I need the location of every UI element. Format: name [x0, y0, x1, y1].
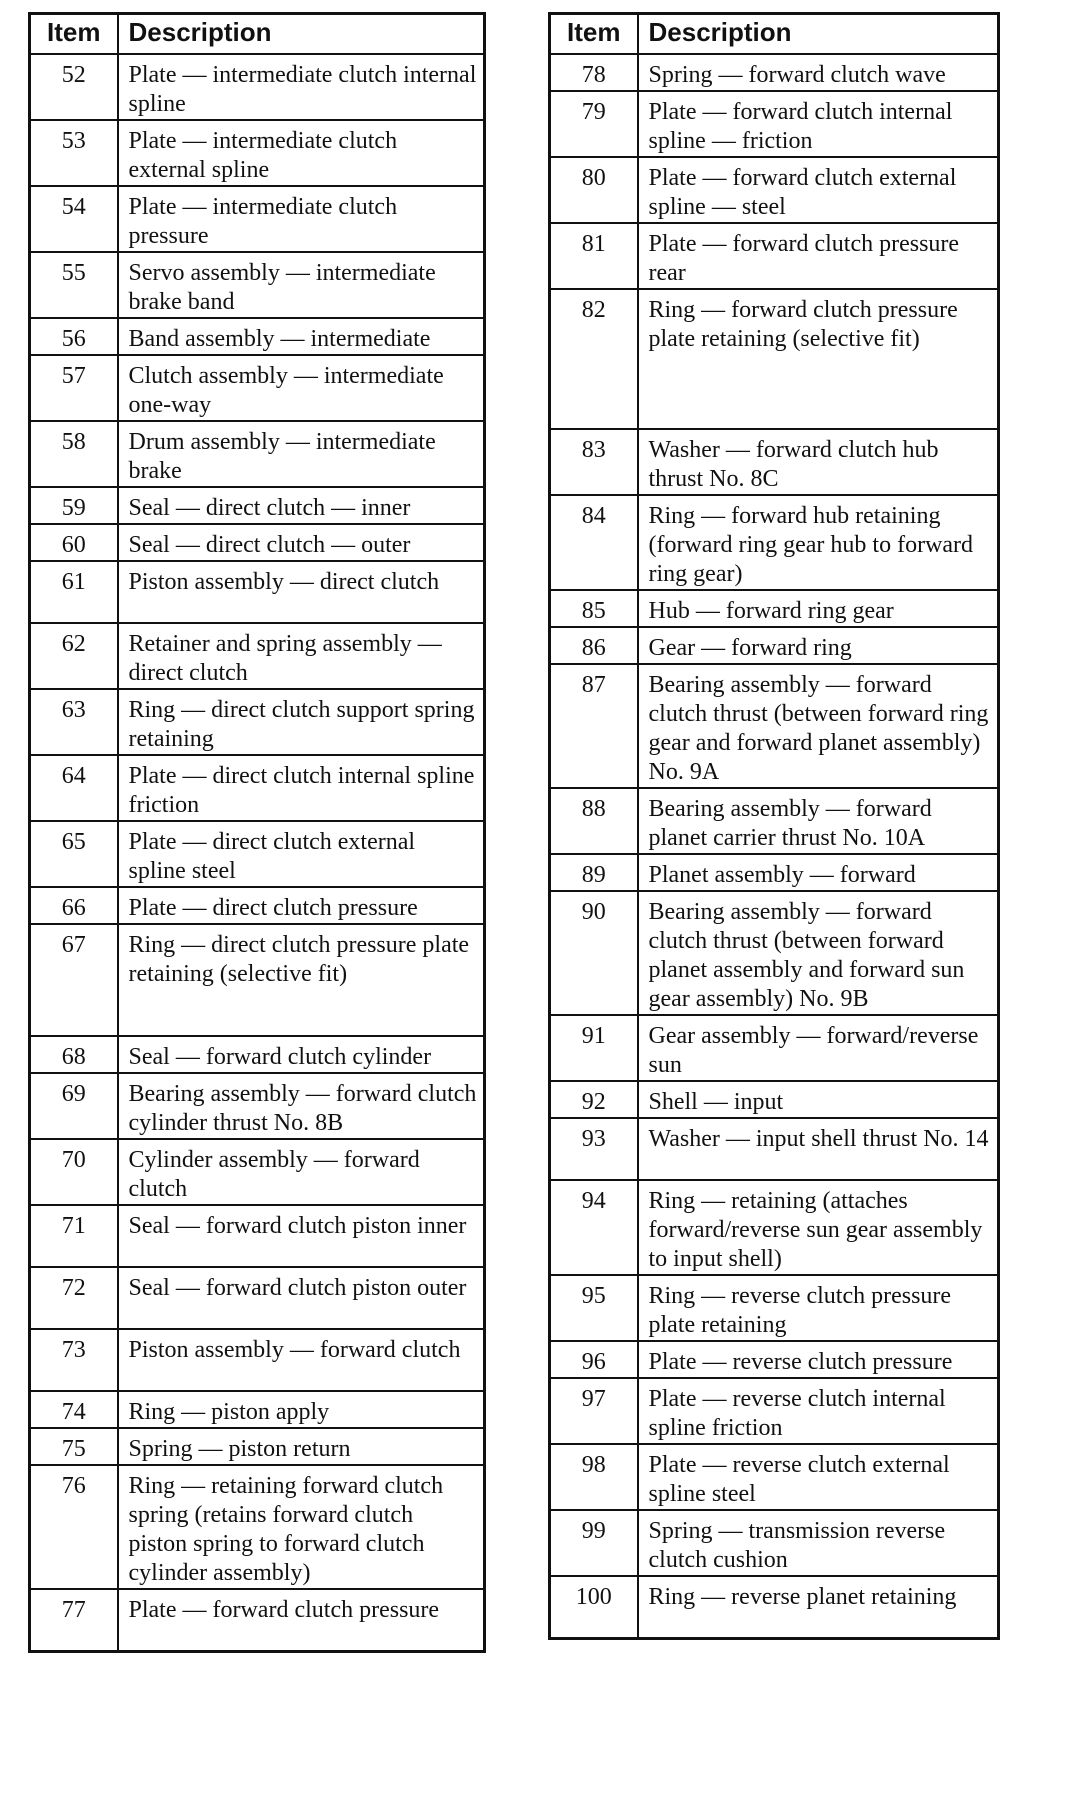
table-row — [550, 788, 999, 854]
item-column-header: Item — [550, 14, 638, 55]
table-row — [30, 1139, 485, 1205]
description-column-header: Description — [638, 14, 999, 55]
item-description: Gear assembly — forward/reverse sun — [638, 1015, 999, 1081]
item-number: 93 — [550, 1118, 638, 1180]
item-number: 82 — [550, 289, 638, 429]
item-description: Spring — piston return — [118, 1428, 485, 1465]
table-header-row — [550, 14, 999, 55]
item-description: Plate — direct clutch internal spline friction — [118, 755, 485, 821]
item-description: Seal — forward clutch cylinder — [118, 1036, 485, 1073]
table-row — [30, 1205, 485, 1267]
table-row — [30, 1073, 485, 1139]
item-description: Piston assembly — direct clutch — [118, 561, 485, 623]
table-row — [550, 1081, 999, 1118]
table-row — [30, 120, 485, 186]
item-description: Plate — direct clutch pressure — [118, 887, 485, 924]
table-row — [30, 1329, 485, 1391]
item-description: Ring — direct clutch pressure plate retaining (selective fit) — [118, 924, 485, 1036]
item-number: 63 — [30, 689, 118, 755]
item-number: 87 — [550, 664, 638, 788]
item-description: Plate — reverse clutch internal spline friction — [638, 1378, 999, 1444]
item-description: Planet assembly — forward — [638, 854, 999, 891]
table-row — [30, 561, 485, 623]
item-number: 61 — [30, 561, 118, 623]
item-number: 79 — [550, 91, 638, 157]
item-number: 91 — [550, 1015, 638, 1081]
item-description: Seal — forward clutch piston outer — [118, 1267, 485, 1329]
item-description: Bearing assembly — forward planet carrier thrust No. 10A — [638, 788, 999, 854]
item-number: 53 — [30, 120, 118, 186]
table-row — [550, 495, 999, 590]
item-description: Plate — forward clutch external spline — steel — [638, 157, 999, 223]
item-number: 84 — [550, 495, 638, 590]
item-number: 95 — [550, 1275, 638, 1341]
item-description: Bearing assembly — forward clutch thrust (between forward ring gear and forward planet assembly) No. 9A — [638, 664, 999, 788]
table-row — [550, 1444, 999, 1510]
table-row — [30, 623, 485, 689]
item-number: 59 — [30, 487, 118, 524]
item-description: Ring — reverse planet retaining — [638, 1576, 999, 1638]
item-description: Ring — piston apply — [118, 1391, 485, 1428]
item-number: 74 — [30, 1391, 118, 1428]
item-number: 72 — [30, 1267, 118, 1329]
item-number: 89 — [550, 854, 638, 891]
item-description: Hub — forward ring gear — [638, 590, 999, 627]
item-number: 55 — [30, 252, 118, 318]
item-number: 94 — [550, 1180, 638, 1275]
table-row — [30, 524, 485, 561]
item-number: 68 — [30, 1036, 118, 1073]
parts-table-right — [548, 12, 1000, 1640]
item-number: 66 — [30, 887, 118, 924]
table-row — [30, 355, 485, 421]
item-number: 70 — [30, 1139, 118, 1205]
table-row — [550, 429, 999, 495]
table-header-row — [30, 14, 485, 55]
table-row — [550, 1180, 999, 1275]
item-number: 80 — [550, 157, 638, 223]
table-row — [550, 91, 999, 157]
item-number: 97 — [550, 1378, 638, 1444]
table-row — [550, 854, 999, 891]
table-row — [550, 289, 999, 429]
table-row — [550, 664, 999, 788]
table-row — [30, 1589, 485, 1651]
item-number: 78 — [550, 54, 638, 91]
item-description: Washer — forward clutch hub thrust No. 8C — [638, 429, 999, 495]
item-number: 58 — [30, 421, 118, 487]
item-number: 56 — [30, 318, 118, 355]
table-row — [30, 689, 485, 755]
item-number: 62 — [30, 623, 118, 689]
item-number: 65 — [30, 821, 118, 887]
item-description: Servo assembly — intermediate brake band — [118, 252, 485, 318]
table-row — [30, 54, 485, 120]
item-description: Cylinder assembly — forward clutch — [118, 1139, 485, 1205]
item-description: Ring — retaining forward clutch spring (retains forward clutch piston spring to forward clutch cylinder assembly) — [118, 1465, 485, 1589]
item-description: Plate — direct clutch external spline steel — [118, 821, 485, 887]
item-number: 88 — [550, 788, 638, 854]
table-row — [30, 421, 485, 487]
parts-table-left — [28, 12, 486, 1653]
item-description: Ring — forward clutch pressure plate retaining (selective fit) — [638, 289, 999, 429]
item-column-header: Item — [30, 14, 118, 55]
table-row — [550, 223, 999, 289]
table-row — [550, 891, 999, 1015]
item-description: Washer — input shell thrust No. 14 — [638, 1118, 999, 1180]
item-number: 76 — [30, 1465, 118, 1589]
item-description: Shell — input — [638, 1081, 999, 1118]
item-description: Ring — retaining (attaches forward/reverse sun gear assembly to input shell) — [638, 1180, 999, 1275]
table-row — [30, 1428, 485, 1465]
table-row — [30, 1465, 485, 1589]
item-number: 75 — [30, 1428, 118, 1465]
table-row — [550, 627, 999, 664]
item-number: 83 — [550, 429, 638, 495]
table-row — [30, 755, 485, 821]
table-row — [30, 186, 485, 252]
item-description: Spring — transmission reverse clutch cushion — [638, 1510, 999, 1576]
table-row — [550, 157, 999, 223]
table-row — [550, 1510, 999, 1576]
table-row — [550, 1341, 999, 1378]
item-number: 67 — [30, 924, 118, 1036]
item-description: Plate — intermediate clutch external spline — [118, 120, 485, 186]
item-number: 77 — [30, 1589, 118, 1651]
item-description: Retainer and spring assembly — direct clutch — [118, 623, 485, 689]
item-number: 85 — [550, 590, 638, 627]
item-number: 86 — [550, 627, 638, 664]
item-number: 81 — [550, 223, 638, 289]
table-row — [30, 1036, 485, 1073]
item-number: 64 — [30, 755, 118, 821]
item-description: Plate — forward clutch pressure rear — [638, 223, 999, 289]
table-row — [30, 1267, 485, 1329]
item-description: Spring — forward clutch wave — [638, 54, 999, 91]
item-description: Gear — forward ring — [638, 627, 999, 664]
item-number: 92 — [550, 1081, 638, 1118]
table-row — [550, 1576, 999, 1638]
item-description: Bearing assembly — forward clutch thrust (between forward planet assembly and forward sun gear assembly) No. 9B — [638, 891, 999, 1015]
item-number: 52 — [30, 54, 118, 120]
table-row — [30, 252, 485, 318]
table-row — [550, 1275, 999, 1341]
item-description: Piston assembly — forward clutch — [118, 1329, 485, 1391]
item-description: Ring — direct clutch support spring retaining — [118, 689, 485, 755]
table-row — [550, 1015, 999, 1081]
table-row — [30, 887, 485, 924]
description-column-header: Description — [118, 14, 485, 55]
item-number: 99 — [550, 1510, 638, 1576]
table-row — [30, 487, 485, 524]
item-number: 71 — [30, 1205, 118, 1267]
item-number: 98 — [550, 1444, 638, 1510]
table-row — [30, 318, 485, 355]
table-row — [30, 924, 485, 1036]
table-row — [550, 1378, 999, 1444]
item-description: Plate — intermediate clutch pressure — [118, 186, 485, 252]
item-description: Seal — direct clutch — outer — [118, 524, 485, 561]
item-description: Bearing assembly — forward clutch cylinder thrust No. 8B — [118, 1073, 485, 1139]
table-row — [550, 590, 999, 627]
item-number: 96 — [550, 1341, 638, 1378]
item-description: Band assembly — intermediate — [118, 318, 485, 355]
item-description: Seal — forward clutch piston inner — [118, 1205, 485, 1267]
item-description: Seal — direct clutch — inner — [118, 487, 485, 524]
item-description: Clutch assembly — intermediate one-way — [118, 355, 485, 421]
item-description: Plate — forward clutch pressure — [118, 1589, 485, 1651]
item-description: Plate — intermediate clutch internal spline — [118, 54, 485, 120]
item-number: 69 — [30, 1073, 118, 1139]
item-number: 54 — [30, 186, 118, 252]
item-description: Ring — reverse clutch pressure plate retaining — [638, 1275, 999, 1341]
item-number: 90 — [550, 891, 638, 1015]
table-row — [30, 1391, 485, 1428]
item-description: Drum assembly — intermediate brake — [118, 421, 485, 487]
table-row — [30, 821, 485, 887]
item-description: Plate — reverse clutch pressure — [638, 1341, 999, 1378]
item-number: 57 — [30, 355, 118, 421]
item-description: Plate — forward clutch internal spline — friction — [638, 91, 999, 157]
item-description: Ring — forward hub retaining (forward ring gear hub to forward ring gear) — [638, 495, 999, 590]
item-description: Plate — reverse clutch external spline steel — [638, 1444, 999, 1510]
item-number: 73 — [30, 1329, 118, 1391]
table-row — [550, 54, 999, 91]
table-row — [550, 1118, 999, 1180]
item-number: 100 — [550, 1576, 638, 1638]
item-number: 60 — [30, 524, 118, 561]
